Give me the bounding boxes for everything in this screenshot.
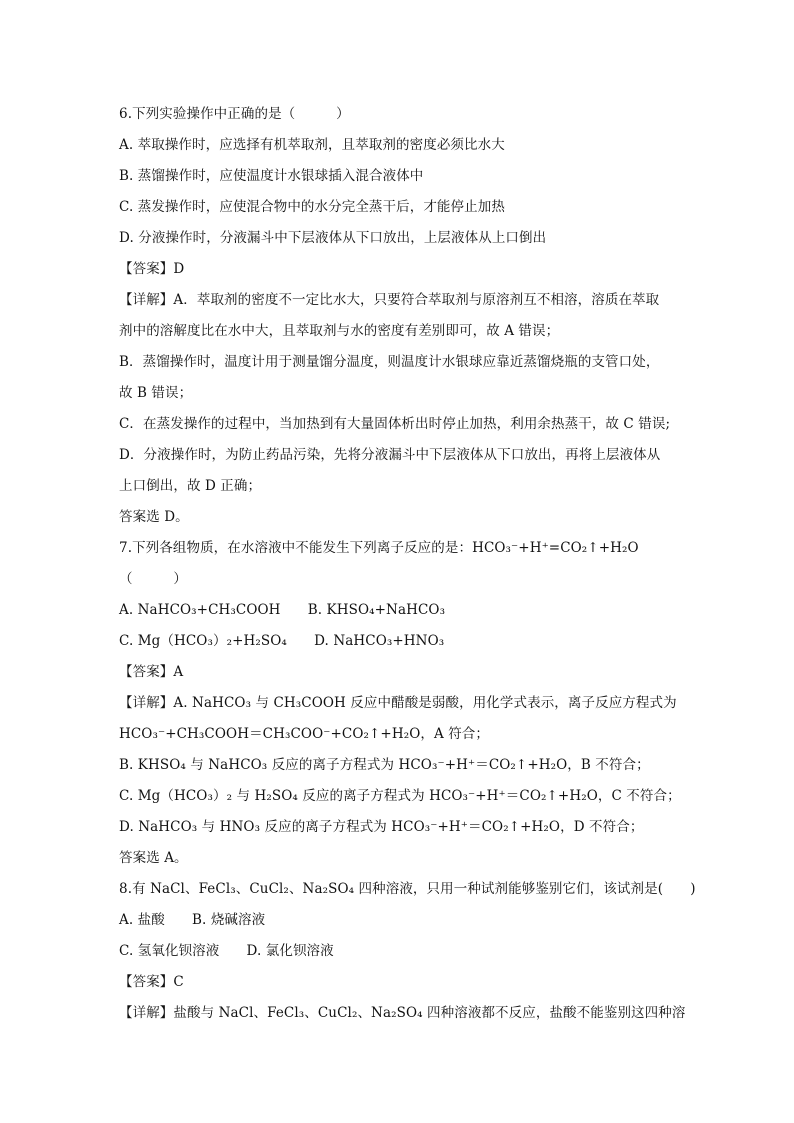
question-6-explanation-line: 故 B 错误； [119,385,193,401]
question-7-options-ab: A. NaHCO₃+CH₃COOH B. KHSO₄+NaHCO₃ [119,602,446,618]
question-7-answer: 【答案】A [119,664,184,680]
question-6-option-d: D. 分液操作时，分液漏斗中下层液体从下口放出，上层液体从上口倒出 [119,230,547,246]
question-6-option-c: C. 蒸发操作时，应使混合物中的水分完全蒸干后，才能停止加热 [119,199,505,215]
question-7-explanation-line: HCO₃⁻+CH₃COOH＝CH₃COO⁻+CO₂↑+H₂O，A 符合； [119,726,490,742]
question-7-conclusion: 答案选 A。 [119,850,188,866]
question-6-stem: 6.下列实验操作中正确的是（ ） [119,106,350,122]
question-6-explanation-line: 上口倒出，故 D 正确； [119,478,262,494]
question-7-explanation-line: 【详解】A. NaHCO₃ 与 CH₃COOH 反应中醋酸是弱酸，用化学式表示，离子反应方程式为 [119,695,677,711]
question-6-explanation-line: D．分液操作时，为防止药品污染，先将分液漏斗中下层液体从下口放出，再将上层液体从 [119,447,661,463]
question-8-stem: 8.有 NaCl、FeCl₃、CuCl₂、Na₂SO₄ 四种溶液，只用一种试剂能够鉴别它们，该试剂是( ) [119,881,696,897]
question-7-explanation-line: B. KHSO₄ 与 NaHCO₃ 反应的离子方程式为 HCO₃⁻+H⁺＝CO₂↑+H₂O，B 不符合； [119,757,650,773]
question-6-explanation-line: B．蒸馏操作时，温度计用于测量馏分温度，则温度计水银球应靠近蒸馏烧瓶的支管口处， [119,354,660,370]
question-8-options-cd: C. 氢氧化钡溶液 D. 氯化钡溶液 [119,943,334,959]
question-7-explanation-line: D. NaHCO₃ 与 HNO₃ 反应的离子方程式为 HCO₃⁻+H⁺＝CO₂↑+H₂O，D 不符合； [119,819,644,835]
question-8-answer: 【答案】C [119,974,184,990]
question-6-explanation-line: 【详解】A．萃取剂的密度不一定比水大，只要符合萃取剂与原溶剂互不相溶，溶质在萃取 [119,292,660,308]
question-6-option-a: A. 萃取操作时，应选择有机萃取剂，且萃取剂的密度必须比水大 [119,137,505,153]
question-6-option-b: B. 蒸馏操作时，应使温度计水银球插入混合液体中 [119,168,424,184]
question-7-options-cd: C. Mg（HCO₃）₂+H₂SO₄ D. NaHCO₃+HNO₃ [119,633,445,649]
question-6-explanation-line: 剂中的溶解度比在水中大，且萃取剂与水的密度有差别即可，故 A 错误； [119,323,560,339]
question-8-options-ab: A. 盐酸 B. 烧碱溶液 [119,912,266,928]
question-6-conclusion: 答案选 D。 [119,509,189,525]
question-8-explanation-line: 【详解】盐酸与 NaCl、FeCl₃、CuCl₂、Na₂SO₄ 四种溶液都不反应，盐酸不能鉴别这四种溶 [119,1005,686,1021]
question-7-explanation-line: C. Mg（HCO₃）₂ 与 H₂SO₄ 反应的离子方程式为 HCO₃⁻+H⁺＝CO₂↑+H₂O，C 不符合； [119,788,681,804]
question-7-stem-blank: （ ） [119,571,187,587]
question-7-stem: 7.下列各组物质，在水溶液中不能发生下列离子反应的是：HCO₃⁻+H⁺=CO₂↑+H₂O [119,540,639,556]
question-6-explanation-line: C．在蒸发操作的过程中，当加热到有大量固体析出时停止加热，利用余热蒸干，故 C 错误; [119,416,671,432]
question-6-answer: 【答案】D [119,261,185,277]
